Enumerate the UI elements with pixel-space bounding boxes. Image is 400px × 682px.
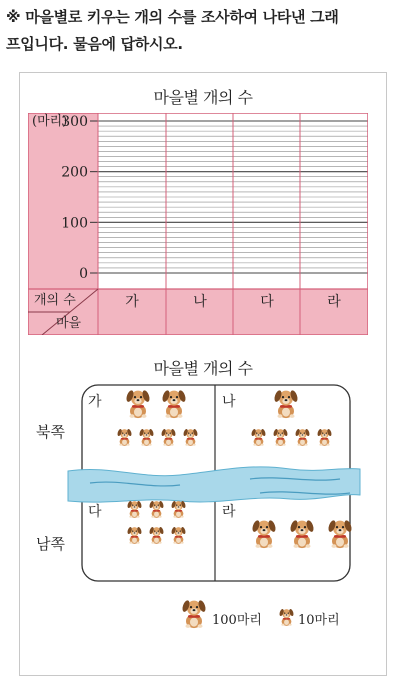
big-dog-icon xyxy=(272,387,300,423)
cell-label-ra: 라 xyxy=(222,504,236,520)
legend-big-label: 100마리 xyxy=(212,613,262,628)
picture-graph-title: 마을별 개의 수 xyxy=(153,359,253,378)
south-label: 남쪽 xyxy=(36,535,65,553)
small-dog-icon xyxy=(116,427,133,451)
small-dog-icon xyxy=(182,427,199,451)
cell-label-da: 다 xyxy=(88,504,102,520)
instruction-text: ※ 마을별로 키우는 개의 수를 조사하여 나타낸 그래 프입니다. 물음에 답하시오. xyxy=(6,8,339,53)
village-label-da: 다 xyxy=(260,294,274,310)
village-label-ga: 가 xyxy=(125,294,139,310)
village-label-na: 나 xyxy=(193,294,207,310)
y-tick-label: 300 xyxy=(61,114,88,130)
bar-chart-title: 마을별 개의 수 xyxy=(153,88,253,107)
y-tick-label: 200 xyxy=(61,164,88,181)
empty-bar-chart xyxy=(28,113,368,335)
corner-label-count: 개의 수 xyxy=(34,293,76,308)
small-dog-icon xyxy=(170,525,187,549)
big-dog-icon xyxy=(124,387,152,423)
cell-label-na: 나 xyxy=(222,394,236,410)
legend-small-dog-icon xyxy=(278,607,295,631)
y-unit-label: (마리) xyxy=(32,114,68,129)
y-axis-column xyxy=(28,113,98,289)
big-dog-icon xyxy=(326,517,354,553)
problem-panel xyxy=(19,72,387,676)
big-dog-icon xyxy=(288,517,316,553)
picture-graph-map xyxy=(20,383,386,593)
small-dog-icon xyxy=(250,427,267,451)
river xyxy=(68,467,360,502)
y-tick-label: 0 xyxy=(79,266,88,282)
small-dog-icon xyxy=(294,427,311,451)
y-tick-label: 100 xyxy=(61,215,88,232)
cell-label-ga: 가 xyxy=(88,394,102,410)
big-dog-icon xyxy=(160,387,188,423)
small-dog-icon xyxy=(148,525,165,549)
big-dog-icon xyxy=(250,517,278,553)
small-dog-icon xyxy=(148,499,165,523)
small-dog-icon xyxy=(170,499,187,523)
legend-big-dog-icon xyxy=(180,597,208,633)
small-dog-icon xyxy=(138,427,155,451)
north-label: 북쪽 xyxy=(36,423,65,441)
small-dog-icon xyxy=(272,427,289,451)
small-dog-icon xyxy=(126,525,143,549)
small-dog-icon xyxy=(126,499,143,523)
corner-label-village: 마을 xyxy=(56,316,82,331)
legend-small-label: 10마리 xyxy=(298,613,340,628)
village-label-ra: 라 xyxy=(327,294,341,310)
small-dog-icon xyxy=(160,427,177,451)
small-dog-icon xyxy=(316,427,333,451)
